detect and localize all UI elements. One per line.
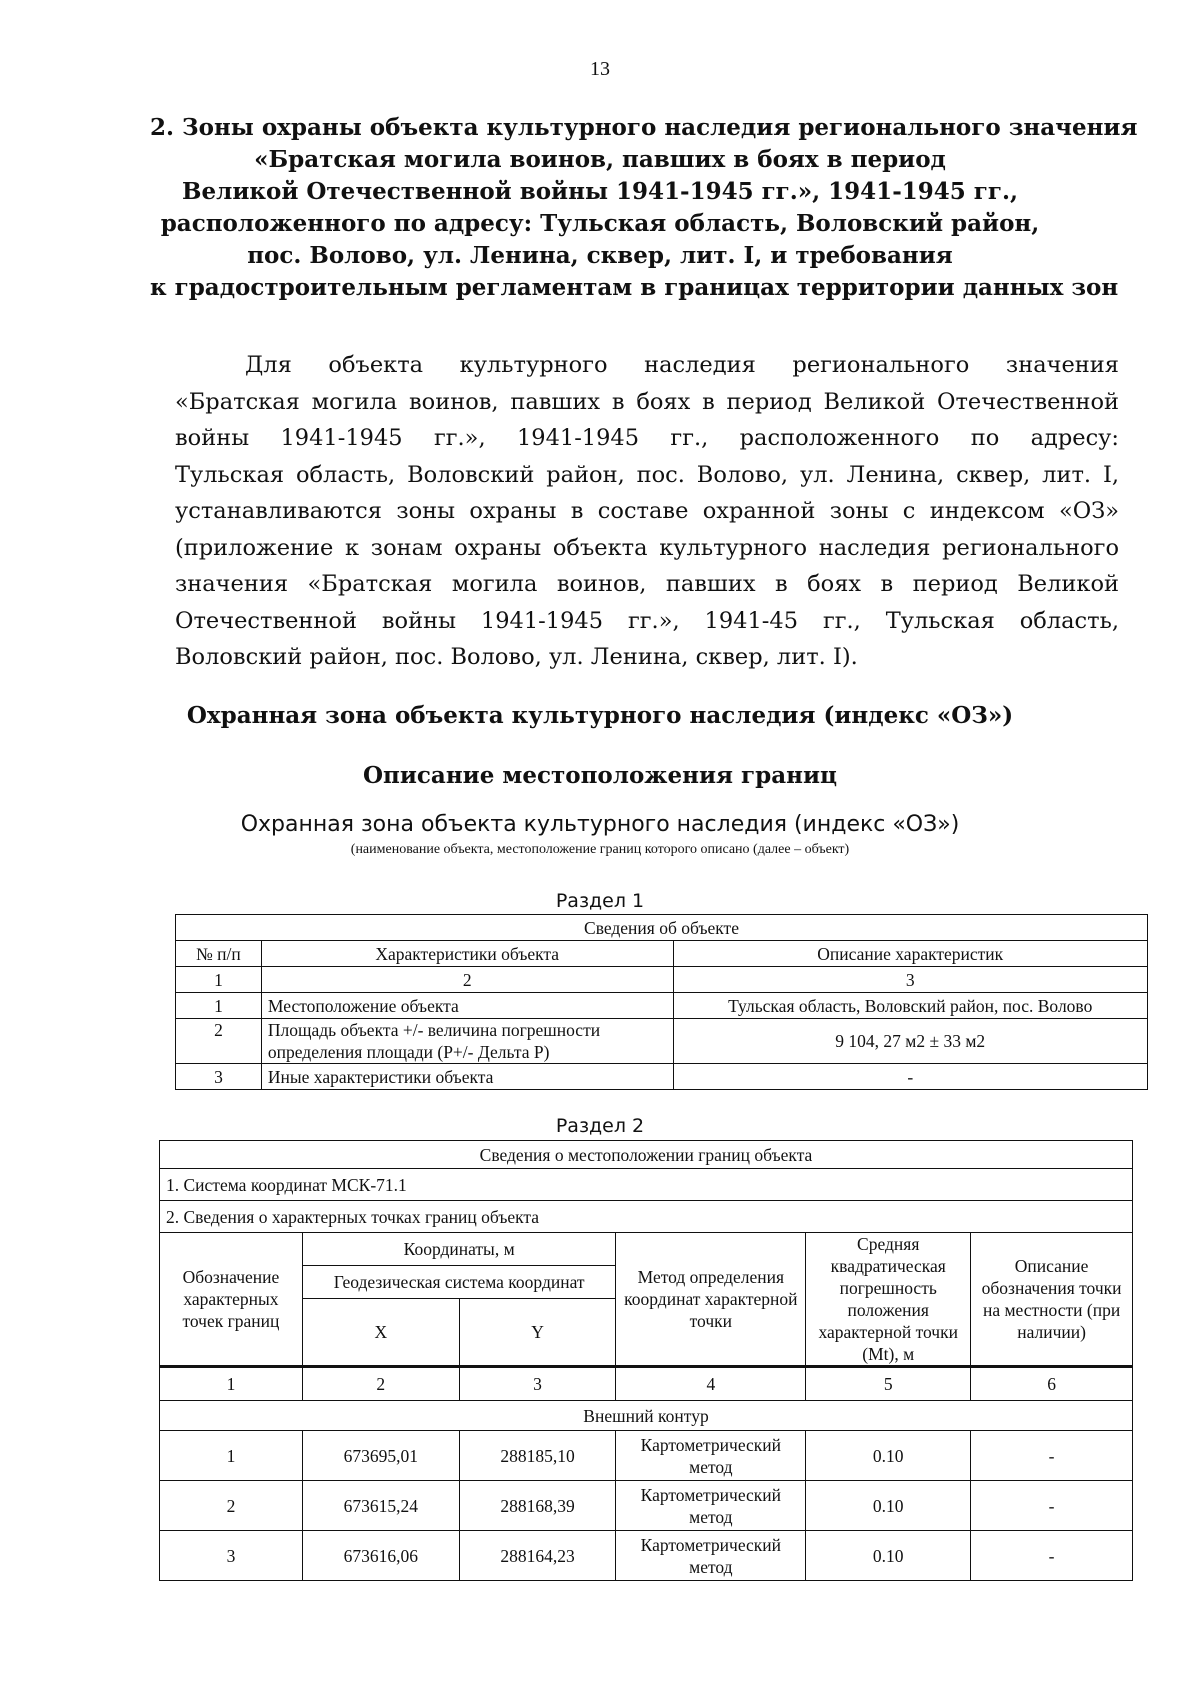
header-characteristic: Характеристики объекта [261,941,673,967]
object-caption: (наименование объекта, местоположение границ которого описано (далее – объект) [350,842,850,857]
point-id: 2 [160,1481,303,1531]
points-info: 2. Сведения о характерных точках границ объекта [160,1201,1133,1233]
table-row [160,1531,1133,1581]
point-x: 673616,06 [302,1531,459,1581]
characteristic-line: определения площади (Р+/- Дельта Р) [267,1042,550,1062]
table-row [160,1431,1133,1481]
header-num: № п/п [176,941,262,967]
row-description: - [673,1064,1148,1090]
header-method: Метод определения координат характерной точки [616,1233,806,1367]
heading-line: пос. Волово, ул. Ленина, сквер, лит. I, и требования [247,242,953,269]
point-id: 3 [160,1531,303,1581]
section1-title: Раздел 1 [555,890,645,912]
document-heading [150,112,1138,304]
col-number: 6 [971,1367,1133,1401]
paragraph-line: (приложение к зонам охраны объекта культурного наследия регионального [175,534,1119,561]
point-y: 288185,10 [459,1431,616,1481]
table-row [176,1019,1148,1064]
coord-system: 1. Система координат МСК-71.1 [160,1169,1133,1201]
header-geo-system: Геодезическая система координат [302,1265,616,1298]
paragraph-line: устанавливаются зоны охраны в составе охранной зоны с индексом «ОЗ» [175,498,1119,524]
header-description: Описание характеристик [673,941,1148,967]
header-designation: Обозначение характерных точек границ [160,1233,303,1367]
object-name: Охранная зона объекта культурного наследия (индекс «ОЗ») [240,812,960,837]
table-row [176,1064,1148,1090]
object-info-table [175,914,1148,1090]
point-y: 288164,23 [459,1531,616,1581]
row-description: 9 104, 27 м2 ± 33 м2 [673,1019,1148,1064]
contour-label: Внешний контур [160,1401,1133,1431]
row-description: Тульская область, Воловский район, пос. Волово [673,993,1148,1019]
row-characteristic: Иные характеристики объекта [261,1064,673,1090]
row-characteristic [261,1019,673,1064]
col-number: 4 [616,1367,806,1401]
section2-title: Раздел 2 [555,1115,645,1137]
header-point-description: Описание обозначения точки на местности (при наличии) [971,1233,1133,1367]
zone-heading: Охранная зона объекта культурного наследия (индекс «ОЗ») [186,702,1014,729]
table-row [160,1481,1133,1531]
point-desc: - [971,1531,1133,1581]
paragraph-line: Для объекта культурного наследия регионального значения [245,352,1119,378]
col-number: 3 [459,1367,616,1401]
header-y: Y [459,1298,616,1366]
header-x: X [302,1298,459,1366]
col-number: 2 [302,1367,459,1401]
point-desc: - [971,1481,1133,1531]
paragraph-line: значения «Братская могила воинов, павших в боях в период Великой [175,571,1119,597]
point-error: 0.10 [806,1431,971,1481]
table-row [176,993,1148,1019]
heading-line: расположенного по адресу: Тульская область, Воловский район, [160,210,1040,237]
col-number: 3 [673,967,1148,993]
boundary-points-table [159,1140,1133,1581]
point-x: 673695,01 [302,1431,459,1481]
row-num: 2 [176,1019,262,1064]
point-id: 1 [160,1431,303,1481]
heading-line: к градостроительным регламентам в границах территории данных зон [150,274,1119,301]
header-coords: Координаты, м [302,1233,616,1266]
point-y: 288168,39 [459,1481,616,1531]
table-title: Сведения о местоположении границ объекта [160,1141,1133,1169]
col-number: 1 [176,967,262,993]
paragraph-line: Тульская область, Воловский район, пос. Волово, ул. Ленина, сквер, лит. I, [175,461,1119,488]
paragraph-line: войны 1941-1945 гг.», 1941-1945 гг., расположенного по адресу: [175,425,1119,451]
col-number: 1 [160,1367,303,1401]
point-error: 0.10 [806,1531,971,1581]
point-method: Картометрический метод [616,1431,806,1481]
point-desc: - [971,1431,1133,1481]
paragraph-line: Воловский район, пос. Волово, ул. Ленина, сквер, лит. I). [175,644,858,670]
heading-line: «Братская могила воинов, павших в боях в период [254,146,946,173]
col-number: 2 [261,967,673,993]
location-heading: Описание местоположения границ [362,762,838,789]
point-x: 673615,24 [302,1481,459,1531]
page-number: 13 [590,58,610,80]
body-paragraph [175,347,1119,676]
heading-line: Великой Отечественной войны 1941-1945 гг.», 1941-1945 гг., [182,178,1018,205]
table-title: Сведения об объекте [176,915,1148,941]
heading-line: 2. Зоны охраны объекта культурного наследия регионального значения [150,114,1138,141]
row-num: 3 [176,1064,262,1090]
row-characteristic: Местоположение объекта [261,993,673,1019]
point-method: Картометрический метод [616,1531,806,1581]
point-error: 0.10 [806,1481,971,1531]
paragraph-line: Отечественной войны 1941-1945 гг.», 1941-45 гг., Тульская область, [175,607,1119,634]
row-num: 1 [176,993,262,1019]
paragraph-line: «Братская могила воинов, павших в боях в период Великой Отечественной [175,388,1119,415]
header-error: Средняя квадратическая погрешность положения характерной точки (Mt), м [806,1233,971,1367]
col-number: 5 [806,1367,971,1401]
point-method: Картометрический метод [616,1481,806,1531]
characteristic-line: Площадь объекта +/- величина погрешности [267,1020,601,1040]
